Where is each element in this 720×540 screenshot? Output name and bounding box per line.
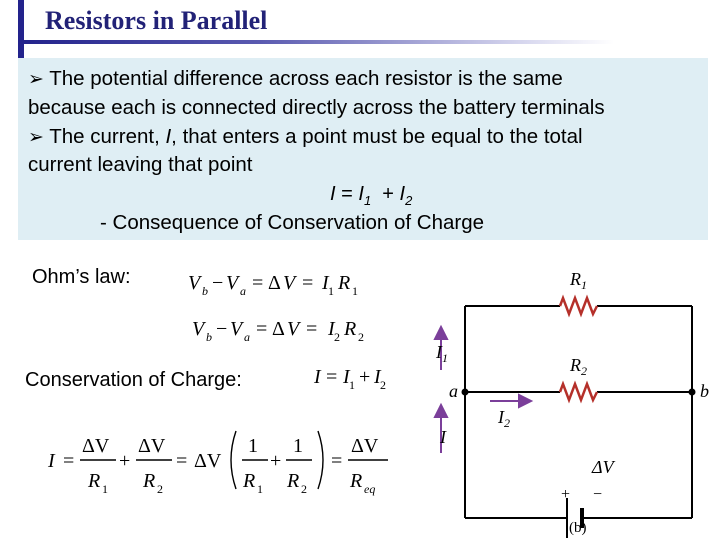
eq-plus: + [382, 183, 394, 205]
label-i: I [440, 427, 446, 447]
equations-graphic [0, 255, 420, 540]
label-delta-v: ΔV [592, 457, 614, 477]
ohm-equation-2 [192, 318, 364, 344]
bullet-2-line-2: current leaving that point [28, 153, 253, 176]
bullet-1-line-1 [28, 67, 563, 92]
ohm2-rsub: 2 [358, 330, 364, 344]
bullet-arrow-icon: ➢ [28, 127, 44, 148]
frac3-num: 1 [248, 435, 258, 457]
big-eq2: = [176, 450, 188, 472]
big-lhs: I [48, 450, 55, 472]
node-a [462, 389, 469, 396]
frac1-r: R [88, 470, 101, 492]
eq-equals: = [341, 183, 353, 205]
ohm2-eq2: = [306, 318, 318, 340]
ohm1-eq2: = [302, 272, 314, 294]
ohm2-isub: 2 [334, 330, 340, 344]
ohm1-a: a [240, 284, 246, 298]
ohm2-vb: V [192, 318, 205, 340]
ohms-law-label: Ohm’s law: [32, 266, 131, 288]
bullet-2-var: I [165, 125, 172, 148]
eq-i2: I [399, 183, 406, 205]
ohm1-va: V [226, 272, 239, 294]
sum-plus: + [359, 366, 371, 388]
frac1-sub: 1 [102, 482, 108, 496]
sum-s2: 2 [380, 378, 386, 392]
ohm-equation-1 [188, 272, 358, 298]
arrow-i-icon [435, 405, 447, 417]
bullet-1-text: The potential difference across each resistor is the same [49, 67, 563, 90]
battery-minus: − [593, 486, 603, 503]
frac2-r: R [143, 470, 156, 492]
ohm1-v: V [283, 272, 296, 294]
ohm1-delta: Δ [268, 272, 281, 294]
circuit-diagram [420, 255, 720, 540]
frac4-r: R [287, 470, 300, 492]
bullet-2-line-1 [28, 125, 583, 150]
ohm2-i: I [328, 318, 335, 340]
right-paren [318, 431, 323, 489]
ohm1-i: I [322, 272, 329, 294]
bullet-2-text-pre: The current, [49, 125, 166, 148]
current-equation [330, 183, 412, 208]
frac5-r: R [350, 470, 363, 492]
ohm2-minus: − [216, 318, 228, 340]
ohm1-eq1: = [252, 272, 264, 294]
label-i2: $I_2$ [498, 407, 510, 430]
parallel-resistance-equation [47, 431, 388, 496]
resistor-r2 [560, 384, 597, 400]
battery-plus: + [561, 486, 571, 503]
big-dv: ΔV [194, 450, 222, 472]
frac2-sub: 2 [157, 482, 163, 496]
frac5-num: ΔV [351, 435, 379, 457]
big-eq3: = [331, 450, 343, 472]
conservation-label: Conservation of Charge: [25, 369, 242, 391]
frac3-sub: 1 [257, 482, 263, 496]
consequence-text: - Consequence of Conservation of Charge [100, 211, 485, 234]
node-b [689, 389, 696, 396]
slide-title: Resistors in Parallel [45, 6, 268, 35]
label-a: a [449, 381, 458, 401]
resistor-r1 [560, 298, 597, 314]
ohm2-eq1: = [256, 318, 268, 340]
arrow-i2-icon [519, 395, 531, 407]
figure-caption: (b) [569, 520, 587, 536]
title-accent-bar [18, 0, 24, 58]
ohm2-delta: Δ [272, 318, 285, 340]
frac1-num: ΔV [82, 435, 110, 457]
ohm1-vb: V [188, 272, 201, 294]
frac4-num: 1 [293, 435, 303, 457]
ohm1-minus: − [212, 272, 224, 294]
big-eq1: = [63, 450, 75, 472]
ohm2-v: V [287, 318, 300, 340]
frac4-sub: 2 [301, 482, 307, 496]
bullet-arrow-icon: ➢ [28, 69, 44, 90]
ohm2-va: V [230, 318, 243, 340]
frac2-num: ΔV [138, 435, 166, 457]
label-r2: $R_2$ [570, 355, 587, 378]
ohm2-a: a [244, 330, 250, 344]
ohm1-rsub: 1 [352, 284, 358, 298]
big-plus1: + [119, 450, 131, 472]
sum-eq: = [326, 366, 338, 388]
sum-i1: I [343, 366, 350, 388]
title-underline [24, 40, 614, 44]
label-r1: $R_1$ [570, 269, 587, 292]
frac5-sub: eq [364, 482, 376, 496]
bullet-2-text-post: , that enters a point must be equal to the total [171, 125, 583, 148]
sum-s1: 1 [349, 378, 355, 392]
big-plus2: + [270, 450, 282, 472]
sum-equation [313, 366, 386, 392]
ohm1-isub: 1 [328, 284, 334, 298]
frac3-r: R [243, 470, 256, 492]
ohm1-b: b [202, 284, 208, 298]
arrow-i1-icon [435, 327, 447, 339]
ohm2-r: R [344, 318, 357, 340]
ohm2-b: b [206, 330, 212, 344]
sum-i2: I [374, 366, 381, 388]
label-i1: $I_1$ [436, 342, 448, 365]
eq-lhs: I [330, 183, 336, 205]
left-paren [231, 431, 236, 489]
eq-i1: I [358, 183, 364, 205]
eq-sub2: 2 [405, 193, 413, 208]
ohm1-r: R [338, 272, 351, 294]
sum-i: I [314, 366, 321, 388]
label-b: b [700, 381, 709, 401]
bullet-1-line-2: because each is connected directly across the battery terminals [28, 96, 605, 119]
eq-sub1: 1 [363, 193, 372, 208]
